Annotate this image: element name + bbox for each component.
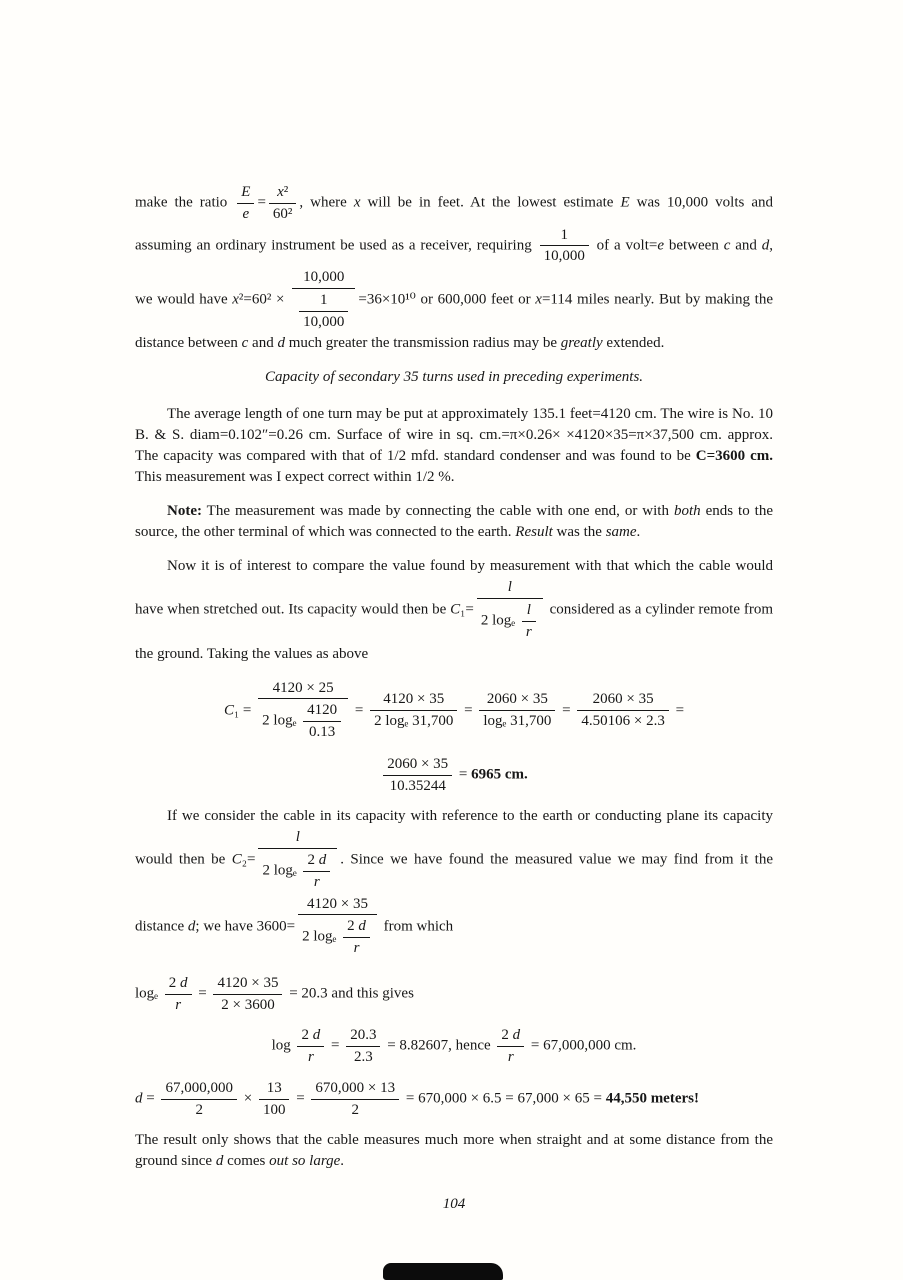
equation-log-ratio: logₑ $\frac{2 d}{r}$ = $\frac{4120 \times 35}{2 \times 3600}$ = 20.3 and this gives [135, 974, 414, 1013]
page-content [135, 182, 773, 1215]
equation-log-result: log $\frac{2 d}{r}$ = $\frac{20.3}{2.3}$ = 8.82607, hence $\frac{2 d}{r}$ = 67,000,000 cm. [271, 1027, 637, 1065]
page-number: 104 [442, 1196, 466, 1213]
scan-smudge-artifact [383, 1263, 503, 1280]
paragraph-ratio-calculation: make the ratio $\frac{E}{e}$ = $\frac{\text{x²}}{\text{60²}}$ , where x will be in feet. At the lowest estimate E was 10,000 volts and assuming an ordinary instrument be used as a receiver, requiring $\frac{1}{10,000}$ of a volt=e between c and d, we would have x²=60² × $\frac{10,000}{\frac{1}{10,000}}$ =36×10¹⁰ or 600,000 feet or x=114 miles nearly. But by making the distance between c and d much greater the transmission radius may be greatly extended. [135, 184, 774, 352]
equation-c1: C₁ = 4120 × 25 2 logₑ $\frac{4120}{0.13}$ = $\frac{4120 \times 35}{\text{2 logₑ 31,700}}$ = $\frac{2060 \times 35}{\text{logₑ 31,700}}$ = $\frac{2060 \times 35}{4.50106 \times 2.3}$ = [223, 679, 685, 740]
paragraph-comparison: Now it is of interest to compare the value found by measurement with that which the cable would have when stretched out. Its capacity would then be C₁= l 2 logₑ $\frac{l}{r}$ considered as a cylinder remote from the ground. Taking the values as above [135, 558, 774, 662]
paragraph-note: Note: The measurement was made by connecting the cable with one end, or with both ends to the source, the other terminal of which was connected to the earth. Result was the same. [135, 503, 773, 541]
paragraph-conclusion: The result only shows that the cable measures much more when straight and at some distance from the ground since d comes out so large. [135, 1132, 773, 1170]
paragraph-turn-length: The average length of one turn may be put at approximately 135.1 feet=4120 cm. The wire is No. 10 B. & S. diam=0.102″=0.26 cm. Surface of wire in sq. cm.=π×0.26× ×4120×35=π×37,500 cm. approx. The capacity was compared with that of 1/2 mfd. standard condenser and was found to be C=3600 cm. This measurement was I expect correct within 1/2 %. [135, 406, 773, 486]
section-heading: Capacity of secondary 35 turns used in preceding experiments. [264, 369, 644, 386]
paragraph-cable-earth-capacity: If we consider the cable in its capacity with reference to the earth or conducting plane its capacity would then be C₂= l 2 logₑ $\frac{2 d}{r}$ . Since we have found the measured value we may find from it the distance d; we have 3600= 4120 × 35 2 logₑ $\frac{2 d}{r}$ from which [135, 808, 774, 956]
equation-c1-result: $\frac{2060 \times 35}{10.35244}$ = 6965 cm. [135, 754, 773, 797]
equation-distance-result: d = $\frac{67,000,000}{2}$ × $\frac{13}{100}$ = $\frac{670,000 \times 13}{2}$ = 670,000 × 6.5 = 67,000 × 65 = 44,550 meters! [135, 1079, 699, 1118]
